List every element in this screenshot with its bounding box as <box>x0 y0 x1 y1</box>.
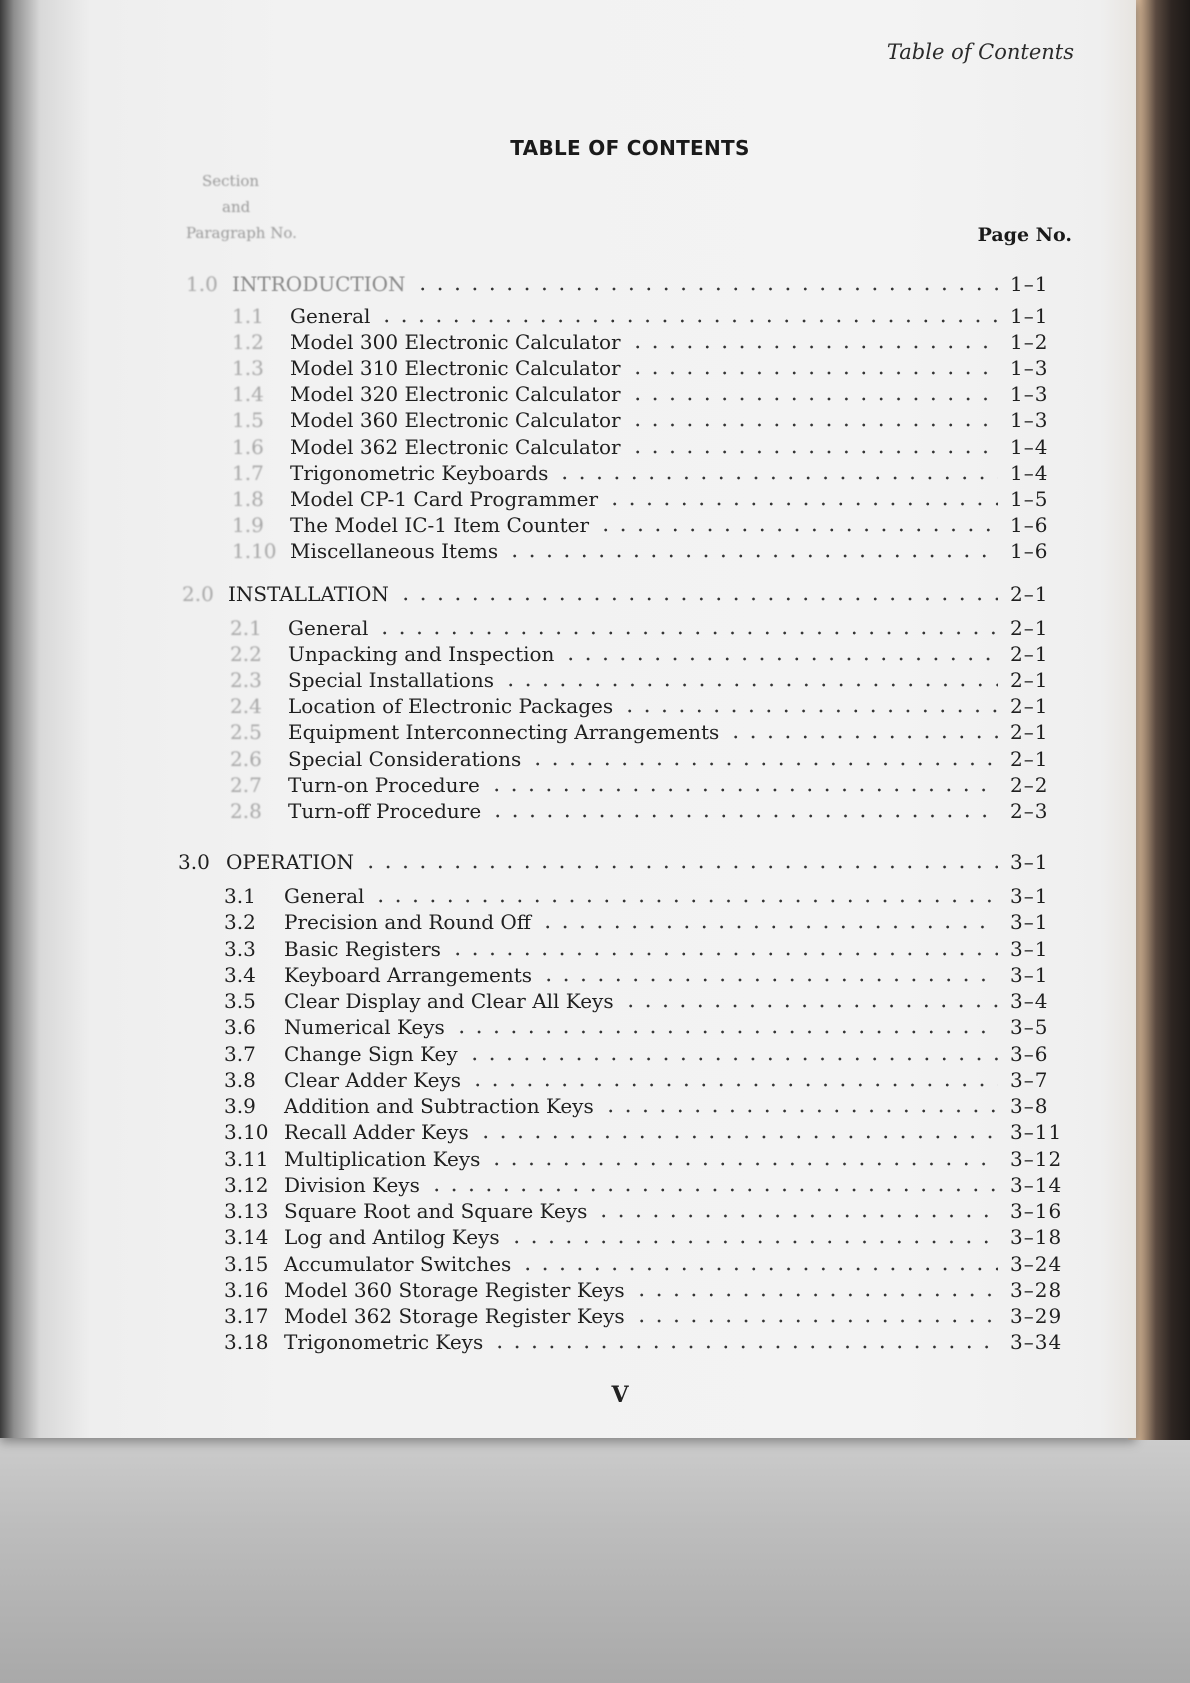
toc-entry-title: Trigonometric Keyboards <box>290 460 549 485</box>
toc-entry-title: Special Considerations <box>288 746 522 771</box>
dot-leader <box>562 657 998 661</box>
toc-entry-title: The Model IC-1 Item Counter <box>290 512 590 537</box>
toc-entry-title: Precision and Round Off <box>284 910 531 935</box>
toc-entry-title: Model 360 Storage Register Keys <box>284 1277 625 1302</box>
toc-entry-number: 3.3 <box>224 936 256 961</box>
toc-entry-number: 1.9 <box>232 512 264 537</box>
toc-entry-title: General <box>288 616 369 640</box>
toc-entry-title: Turn-off Procedure <box>288 798 482 823</box>
toc-entry-number: 2.3 <box>230 668 262 693</box>
toc-entry-page: 2–3 <box>1010 798 1049 823</box>
toc-entry-row <box>0 642 1136 668</box>
dot-leader <box>556 476 998 480</box>
dot-leader <box>414 287 998 291</box>
toc-entry-page: 3–14 <box>1010 1172 1063 1197</box>
toc-entry-row <box>0 539 1136 565</box>
toc-entry-number: 3.5 <box>224 989 256 1013</box>
toc-entry-page: 3–34 <box>1010 1330 1063 1355</box>
toc-entry-page: 3–11 <box>1010 1120 1063 1145</box>
toc-entry-number: 2.4 <box>230 694 262 719</box>
toc-entry-number: 1.6 <box>232 434 264 459</box>
toc-entry-row <box>0 1173 1136 1199</box>
column-label-line: Section <box>202 172 260 190</box>
toc-entry-page: 3–16 <box>1010 1199 1063 1223</box>
toc-entry-page: 3–18 <box>1010 1225 1063 1250</box>
toc-entry-number: 1.7 <box>232 460 264 485</box>
toc-entry-page: 2–1 <box>1010 616 1049 640</box>
toc-entry-number: 1.8 <box>232 486 264 511</box>
toc-entry-title: Square Root and Square Keys <box>284 1199 588 1223</box>
toc-entry-title: Special Installations <box>288 668 494 693</box>
dot-leader <box>488 1162 998 1166</box>
toc-entry-number: 3.2 <box>224 910 256 935</box>
toc-entry-page: 3–6 <box>1010 1041 1049 1066</box>
dot-leader <box>540 978 998 982</box>
toc-entry-number: 2.2 <box>230 642 262 667</box>
toc-entry-number: 3.10 <box>224 1120 269 1145</box>
toc-entry-row <box>0 1120 1136 1146</box>
toc-entry-row <box>0 435 1136 461</box>
toc-entry-title: Model 320 Electronic Calculator <box>290 382 621 407</box>
toc-entry-row <box>0 513 1136 539</box>
toc-entry-page: 1–3 <box>1010 382 1049 407</box>
toc-entry-row <box>0 1225 1136 1251</box>
toc-entry-title: Model 360 Electronic Calculator <box>290 408 621 433</box>
toc-entry-number: 1.5 <box>232 408 264 433</box>
toc-entry-title: Log and Antilog Keys <box>284 1225 500 1250</box>
toc-entry-title: General <box>284 884 365 908</box>
toc-entry-title: INTRODUCTION <box>232 272 406 296</box>
toc-entry-title: Turn-on Procedure <box>288 772 480 797</box>
toc-entry-number: 3.4 <box>224 962 256 987</box>
toc-entry-page: 2–1 <box>1010 642 1049 667</box>
dot-leader <box>491 1345 998 1349</box>
toc-entry-number: 2.1 <box>230 616 262 640</box>
dot-leader <box>428 1188 998 1192</box>
dot-leader <box>633 1293 998 1297</box>
toc-entry-number: 1.4 <box>232 382 264 407</box>
book-edge <box>1128 0 1190 1440</box>
toc-entry-number: 3.14 <box>224 1225 269 1250</box>
toc-entry-title: Model 362 Storage Register Keys <box>284 1304 625 1328</box>
toc-entry-page: 3–1 <box>1010 962 1049 987</box>
toc-entry-title: Basic Registers <box>284 936 441 961</box>
toc-entry-title: Multiplication Keys <box>284 1146 481 1171</box>
toc-entry-page: 3–7 <box>1010 1067 1049 1092</box>
toc-entry-number: 3.13 <box>224 1199 269 1223</box>
toc-entry-row <box>0 773 1136 799</box>
toc-entry-title: Model 300 Electronic Calculator <box>290 330 621 355</box>
dot-leader <box>488 788 998 792</box>
dot-leader <box>602 1109 998 1113</box>
toc-entry-title: Miscellaneous Items <box>290 538 499 563</box>
dot-leader <box>597 528 998 532</box>
page-footer-number: V <box>611 1382 629 1408</box>
dot-leader <box>595 1214 998 1218</box>
dot-leader <box>622 1004 998 1008</box>
toc-entry-page: 3–28 <box>1010 1277 1063 1302</box>
toc-entry-number: 2.6 <box>230 746 262 771</box>
toc-entry-page: 1–4 <box>1010 434 1049 459</box>
toc-entry-row <box>0 1330 1136 1356</box>
toc-entry-title: Recall Adder Keys <box>284 1120 469 1145</box>
toc-entry-title: Unpacking and Inspection <box>288 642 555 667</box>
toc-entry-row <box>0 1068 1136 1094</box>
toc-section-row <box>0 272 1136 298</box>
toc-entry-number: 3.18 <box>224 1330 269 1355</box>
toc-entry-row <box>0 720 1136 746</box>
toc-entry-row <box>0 963 1136 989</box>
toc-entry-page: 1–1 <box>1010 304 1049 328</box>
toc-entry-page: 2–1 <box>1010 582 1049 606</box>
toc-entry-title: OPERATION <box>226 850 354 874</box>
dot-leader <box>508 1240 998 1244</box>
toc-entry-title: Numerical Keys <box>284 1015 445 1040</box>
toc-entry-row <box>0 799 1136 825</box>
toc-entry-page: 1–5 <box>1010 486 1049 511</box>
toc-entry-number: 3.8 <box>224 1067 256 1092</box>
toc-entry-row <box>0 1199 1136 1225</box>
toc-entry-number: 3.11 <box>224 1146 269 1171</box>
toc-entry-number: 1.0 <box>186 272 218 296</box>
toc-entry-row <box>0 461 1136 487</box>
dot-leader <box>453 1030 998 1034</box>
toc-entry-title: Division Keys <box>284 1172 420 1197</box>
toc-entry-row <box>0 1015 1136 1041</box>
toc-section-row <box>0 582 1136 608</box>
toc-entry-row <box>0 694 1136 720</box>
toc-entry-row <box>0 330 1136 356</box>
toc-entry-number: 3.15 <box>224 1251 269 1276</box>
toc-entry-number: 3.16 <box>224 1277 269 1302</box>
toc-entry-page: 1–6 <box>1010 538 1049 563</box>
toc-entry-row <box>0 382 1136 408</box>
toc-entry-number: 2.0 <box>182 582 214 606</box>
toc-entry-page: 3–5 <box>1010 1015 1049 1040</box>
toc-entry-row <box>0 747 1136 773</box>
toc-entry-page: 1–4 <box>1010 460 1049 485</box>
toc-entry-page: 3–1 <box>1010 936 1049 961</box>
toc-entry-page: 2–1 <box>1010 694 1049 719</box>
toc-entry-row <box>0 910 1136 936</box>
toc-entry-number: 3.6 <box>224 1015 256 1040</box>
toc-entry-page: 2–1 <box>1010 668 1049 693</box>
dot-leader <box>519 1267 998 1271</box>
toc-entry-row <box>0 1252 1136 1278</box>
toc-entry-title: Keyboard Arrangements <box>284 962 533 987</box>
column-label-line: and <box>222 198 251 216</box>
toc-entry-title: Change Sign Key <box>284 1041 458 1066</box>
dot-leader <box>629 423 998 427</box>
toc-section-row <box>0 850 1136 876</box>
toc-entry-row <box>0 1278 1136 1304</box>
dot-leader <box>397 597 998 601</box>
dot-leader <box>502 683 998 687</box>
dot-leader <box>629 345 998 349</box>
dot-leader <box>621 709 998 713</box>
dot-leader <box>606 502 998 506</box>
running-header: Table of Contents <box>886 40 1074 64</box>
toc-entry-page: 1–3 <box>1010 356 1049 381</box>
toc-entry-row <box>0 668 1136 694</box>
dot-leader <box>489 814 998 818</box>
toc-entry-title: Model 362 Electronic Calculator <box>290 434 621 459</box>
toc-entry-page: 3–29 <box>1010 1304 1063 1328</box>
toc-entry-row <box>0 616 1136 642</box>
toc-entry-row <box>0 1042 1136 1068</box>
toc-entry-row <box>0 356 1136 382</box>
toc-entry-title: Model CP-1 Card Programmer <box>290 486 599 511</box>
toc-entry-number: 1.3 <box>232 356 264 381</box>
toc-entry-row <box>0 304 1136 330</box>
toc-entry-page: 1–2 <box>1010 330 1049 355</box>
page-number-column-label: Page No. <box>977 224 1072 246</box>
toc-entry-title: Addition and Subtraction Keys <box>284 1094 594 1118</box>
page-title: TABLE OF CONTENTS <box>510 136 750 160</box>
dot-leader <box>477 1135 998 1139</box>
dot-leader <box>727 735 998 739</box>
toc-entry-number: 3.12 <box>224 1172 269 1197</box>
toc-entry-page: 1–1 <box>1010 272 1049 296</box>
dot-leader <box>378 319 998 323</box>
toc-entry-number: 1.2 <box>232 330 264 355</box>
dot-leader <box>629 371 998 375</box>
toc-entry-row <box>0 487 1136 513</box>
dot-leader <box>506 554 998 558</box>
toc-entry-number: 1.10 <box>232 538 277 563</box>
toc-entry-title: Equipment Interconnecting Arrangements <box>288 720 720 745</box>
dot-leader <box>529 762 998 766</box>
toc-entry-page: 2–2 <box>1010 772 1049 797</box>
toc-entry-page: 3–1 <box>1010 850 1049 874</box>
toc-entry-row <box>0 937 1136 963</box>
background-surface <box>0 1420 1190 1683</box>
toc-entry-page: 1–3 <box>1010 408 1049 433</box>
toc-entry-title: Clear Display and Clear All Keys <box>284 989 614 1013</box>
toc-entry-number: 3.9 <box>224 1094 256 1118</box>
dot-leader <box>633 1319 998 1323</box>
dot-leader <box>629 450 998 454</box>
toc-entry-row <box>0 1304 1136 1330</box>
toc-entry-row <box>0 408 1136 434</box>
toc-entry-page: 3–12 <box>1010 1146 1063 1171</box>
toc-entry-number: 1.1 <box>232 304 264 328</box>
toc-entry-title: Model 310 Electronic Calculator <box>290 356 621 381</box>
toc-entry-row <box>0 1147 1136 1173</box>
toc-entry-row <box>0 884 1136 910</box>
dot-leader <box>629 397 998 401</box>
dot-leader <box>539 925 998 929</box>
toc-entry-page: 3–1 <box>1010 884 1049 908</box>
toc-entry-page: 3–8 <box>1010 1094 1049 1118</box>
dot-leader <box>449 952 998 956</box>
toc-entry-number: 3.17 <box>224 1304 269 1328</box>
toc-entry-number: 3.1 <box>224 884 256 908</box>
toc-entry-number: 3.7 <box>224 1041 256 1066</box>
dot-leader <box>466 1057 998 1061</box>
toc-entry-title: General <box>290 304 371 328</box>
toc-entry-row <box>0 1094 1136 1120</box>
dot-leader <box>362 865 998 869</box>
dot-leader <box>372 899 998 903</box>
toc-entry-title: Trigonometric Keys <box>284 1330 484 1355</box>
dot-leader <box>376 631 998 635</box>
toc-entry-page: 3–1 <box>1010 910 1049 935</box>
toc-entry-number: 2.5 <box>230 720 262 745</box>
toc-entry-page: 2–1 <box>1010 746 1049 771</box>
toc-entry-page: 1–6 <box>1010 512 1049 537</box>
toc-entry-page: 2–1 <box>1010 720 1049 745</box>
toc-entry-page: 3–4 <box>1010 989 1049 1013</box>
column-label-line: Paragraph No. <box>186 224 297 242</box>
toc-entry-title: Location of Electronic Packages <box>288 694 614 719</box>
toc-entry-page: 3–24 <box>1010 1251 1063 1276</box>
toc-entry-number: 2.7 <box>230 772 262 797</box>
toc-entry-number: 3.0 <box>178 850 210 874</box>
toc-entry-number: 2.8 <box>230 798 262 823</box>
toc-entry-row <box>0 989 1136 1015</box>
toc-entry-title: Clear Adder Keys <box>284 1067 461 1092</box>
toc-entry-title: Accumulator Switches <box>284 1251 512 1276</box>
dot-leader <box>469 1083 998 1087</box>
toc-entry-title: INSTALLATION <box>228 582 389 606</box>
